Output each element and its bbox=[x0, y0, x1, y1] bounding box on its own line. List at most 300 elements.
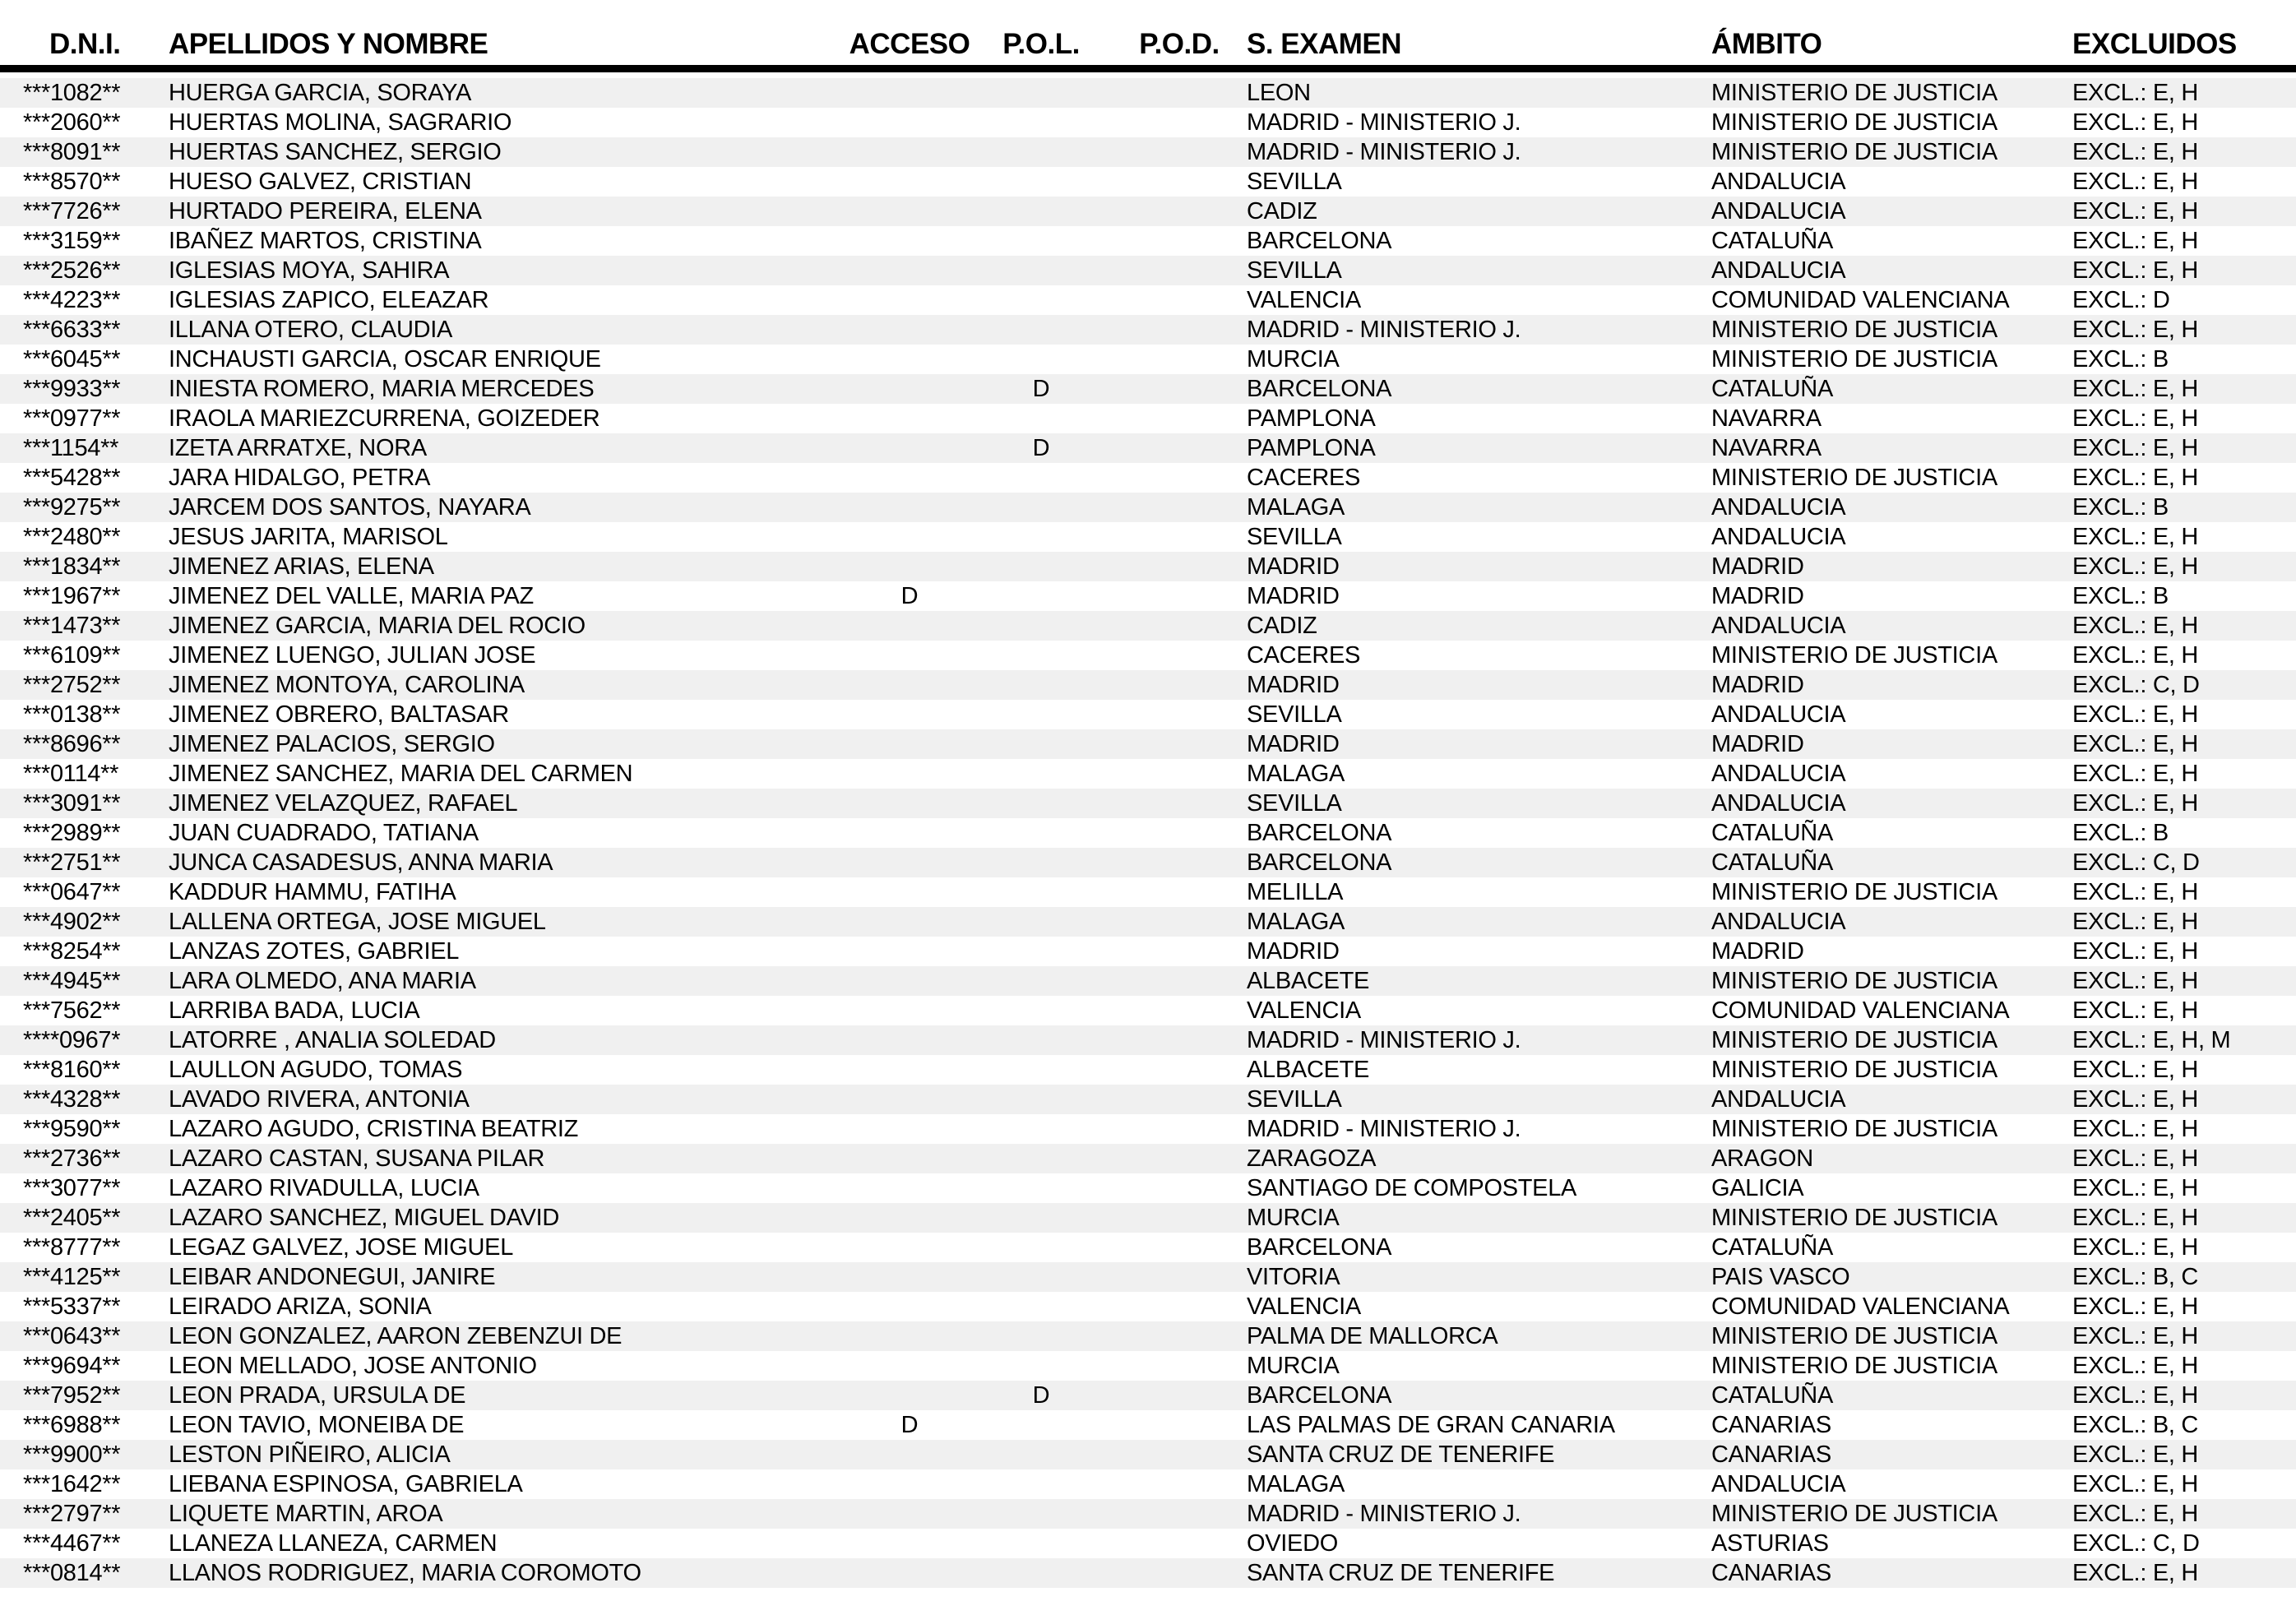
cell-dni: ***2989** bbox=[23, 820, 121, 846]
table-row bbox=[0, 1233, 2296, 1262]
cell-pol: D bbox=[1032, 376, 1050, 402]
cell-ambito: MINISTERIO DE JUSTICIA bbox=[1711, 1501, 1997, 1527]
cell-pod bbox=[1112, 108, 1247, 137]
cell-ambito: CATALUÑA bbox=[1711, 1382, 1833, 1409]
cell-pod bbox=[1112, 345, 1247, 374]
cell-pol bbox=[970, 700, 1112, 729]
cell-pod bbox=[1112, 463, 1247, 493]
table-row bbox=[0, 167, 2296, 197]
cell-pol bbox=[970, 1529, 1112, 1558]
cell-pod bbox=[1112, 522, 1247, 552]
cell-pod bbox=[1112, 552, 1247, 581]
cell-dni: ***2405** bbox=[23, 1205, 121, 1231]
cell-acceso bbox=[849, 1499, 970, 1529]
cell-examen: ALBACETE bbox=[1247, 968, 1370, 994]
cell-pol bbox=[970, 1321, 1112, 1351]
cell-acceso bbox=[849, 1233, 970, 1262]
cell-ambito: CATALUÑA bbox=[1711, 376, 1833, 402]
cell-excluidos: EXCL.: E, H bbox=[2072, 1353, 2199, 1379]
cell-pol bbox=[970, 1558, 1112, 1588]
cell-dni: ***6633** bbox=[23, 317, 121, 343]
cell-name: LLANOS RODRIGUEZ, MARIA COROMOTO bbox=[169, 1560, 641, 1586]
cell-dni: ***9900** bbox=[23, 1441, 121, 1468]
cell-pol bbox=[970, 877, 1112, 907]
cell-excluidos: EXCL.: E, H bbox=[2072, 1057, 2199, 1083]
cell-dni: ***2752** bbox=[23, 672, 121, 698]
table-row bbox=[0, 1055, 2296, 1085]
column-header-name: APELLIDOS Y NOMBRE bbox=[169, 28, 488, 60]
cell-ambito: GALICIA bbox=[1711, 1175, 1804, 1201]
cell-name: LEON GONZALEZ, AARON ZEBENZUI DE bbox=[169, 1323, 623, 1349]
cell-pol bbox=[970, 197, 1112, 226]
cell-pol bbox=[970, 345, 1112, 374]
table-row bbox=[0, 1292, 2296, 1321]
table-row bbox=[0, 463, 2296, 493]
cell-pod bbox=[1112, 493, 1247, 522]
cell-ambito: ANDALUCIA bbox=[1711, 761, 1846, 787]
cell-acceso bbox=[849, 1321, 970, 1351]
cell-examen: SEVILLA bbox=[1247, 701, 1342, 728]
cell-pol bbox=[970, 729, 1112, 759]
cell-pod bbox=[1112, 996, 1247, 1025]
table-row bbox=[0, 1025, 2296, 1055]
cell-pol bbox=[970, 108, 1112, 137]
cell-examen: SEVILLA bbox=[1247, 257, 1342, 284]
cell-acceso bbox=[849, 1144, 970, 1173]
cell-ambito: ANDALUCIA bbox=[1711, 198, 1846, 224]
cell-examen: VALENCIA bbox=[1247, 997, 1361, 1024]
cell-examen: MADRID bbox=[1247, 553, 1340, 580]
cell-pod bbox=[1112, 818, 1247, 848]
cell-excluidos: EXCL.: E, H bbox=[2072, 1145, 2199, 1172]
cell-examen: SEVILLA bbox=[1247, 169, 1342, 195]
cell-examen: SANTA CRUZ DE TENERIFE bbox=[1247, 1560, 1555, 1586]
cell-excluidos: EXCL.: B bbox=[2072, 346, 2169, 373]
column-header-acceso: ACCESO bbox=[849, 28, 970, 60]
cell-excluidos: EXCL.: E, H bbox=[2072, 317, 2199, 343]
cell-ambito: ANDALUCIA bbox=[1711, 909, 1846, 935]
cell-excluidos: EXCL.: E, H bbox=[2072, 1382, 2199, 1409]
cell-dni: ***0977** bbox=[23, 405, 121, 432]
cell-name: LEGAZ GALVEZ, JOSE MIGUEL bbox=[169, 1234, 514, 1261]
cell-pod bbox=[1112, 374, 1247, 404]
cell-dni: ***4945** bbox=[23, 968, 121, 994]
cell-name: KADDUR HAMMU, FATIHA bbox=[169, 879, 456, 905]
cell-excluidos: EXCL.: E, H bbox=[2072, 1501, 2199, 1527]
cell-examen: VALENCIA bbox=[1247, 1293, 1361, 1320]
cell-pol bbox=[970, 611, 1112, 641]
cell-pod bbox=[1112, 759, 1247, 789]
cell-acceso bbox=[849, 167, 970, 197]
cell-acceso: D bbox=[900, 583, 919, 609]
cell-ambito: COMUNIDAD VALENCIANA bbox=[1711, 1293, 2010, 1320]
cell-pod bbox=[1112, 1114, 1247, 1144]
column-header-ambito: ÁMBITO bbox=[1711, 28, 1822, 60]
cell-acceso bbox=[849, 937, 970, 966]
cell-examen: CACERES bbox=[1247, 642, 1361, 669]
cell-name: LAZARO AGUDO, CRISTINA BEATRIZ bbox=[169, 1116, 579, 1142]
cell-acceso bbox=[849, 700, 970, 729]
cell-pod bbox=[1112, 1055, 1247, 1085]
table-row bbox=[0, 1085, 2296, 1114]
cell-name: LEON TAVIO, MONEIBA DE bbox=[169, 1412, 465, 1438]
cell-name: IZETA ARRATXE, NORA bbox=[169, 435, 427, 461]
cell-ambito: MINISTERIO DE JUSTICIA bbox=[1711, 80, 1997, 106]
cell-ambito: ANDALUCIA bbox=[1711, 613, 1846, 639]
table-row bbox=[0, 1321, 2296, 1351]
cell-examen: MADRID - MINISTERIO J. bbox=[1247, 1116, 1521, 1142]
table-row bbox=[0, 315, 2296, 345]
cell-acceso bbox=[849, 1203, 970, 1233]
header-rule bbox=[0, 65, 2296, 72]
cell-dni: ***9590** bbox=[23, 1116, 121, 1142]
cell-ambito: MINISTERIO DE JUSTICIA bbox=[1711, 1116, 1997, 1142]
cell-excluidos: EXCL.: E, H bbox=[2072, 1205, 2199, 1231]
cell-dni: ***6045** bbox=[23, 346, 121, 373]
table-row bbox=[0, 1203, 2296, 1233]
cell-pod bbox=[1112, 1410, 1247, 1440]
cell-acceso bbox=[849, 78, 970, 108]
cell-ambito: NAVARRA bbox=[1711, 435, 1822, 461]
cell-pod bbox=[1112, 226, 1247, 256]
cell-dni: ***4902** bbox=[23, 909, 121, 935]
cell-acceso bbox=[849, 256, 970, 285]
cell-pol bbox=[970, 996, 1112, 1025]
cell-examen: CACERES bbox=[1247, 465, 1361, 491]
cell-acceso bbox=[849, 848, 970, 877]
cell-acceso bbox=[849, 315, 970, 345]
cell-examen: SANTA CRUZ DE TENERIFE bbox=[1247, 1441, 1555, 1468]
table-row bbox=[0, 996, 2296, 1025]
cell-pol bbox=[970, 1173, 1112, 1203]
table-row bbox=[0, 700, 2296, 729]
cell-pod bbox=[1112, 581, 1247, 611]
cell-examen: BARCELONA bbox=[1247, 228, 1392, 254]
cell-dni: ***8160** bbox=[23, 1057, 121, 1083]
cell-name: LAZARO CASTAN, SUSANA PILAR bbox=[169, 1145, 545, 1172]
cell-name: LANZAS ZOTES, GABRIEL bbox=[169, 938, 460, 965]
cell-name: INIESTA ROMERO, MARIA MERCEDES bbox=[169, 376, 595, 402]
table-row bbox=[0, 1262, 2296, 1292]
table-row bbox=[0, 493, 2296, 522]
cell-name: INCHAUSTI GARCIA, OSCAR ENRIQUE bbox=[169, 346, 601, 373]
cell-pol bbox=[970, 78, 1112, 108]
cell-dni: ***8091** bbox=[23, 139, 121, 165]
cell-pod bbox=[1112, 1173, 1247, 1203]
cell-pod bbox=[1112, 167, 1247, 197]
cell-name: JUNCA CASADESUS, ANNA MARIA bbox=[169, 849, 553, 876]
cell-pol bbox=[970, 759, 1112, 789]
cell-ambito: COMUNIDAD VALENCIANA bbox=[1711, 287, 2010, 313]
cell-excluidos: EXCL.: E, H bbox=[2072, 109, 2199, 136]
cell-acceso bbox=[849, 789, 970, 818]
cell-excluidos: EXCL.: E, H bbox=[2072, 879, 2199, 905]
cell-ambito: ANDALUCIA bbox=[1711, 701, 1846, 728]
table-row bbox=[0, 226, 2296, 256]
cell-pod bbox=[1112, 78, 1247, 108]
table-row bbox=[0, 641, 2296, 670]
cell-pol bbox=[970, 937, 1112, 966]
cell-name: LEON PRADA, URSULA DE bbox=[169, 1382, 466, 1409]
cell-pod bbox=[1112, 1262, 1247, 1292]
cell-examen: MADRID bbox=[1247, 672, 1340, 698]
cell-examen: MURCIA bbox=[1247, 346, 1340, 373]
cell-dni: ***4125** bbox=[23, 1264, 121, 1290]
table-row bbox=[0, 256, 2296, 285]
cell-pod bbox=[1112, 789, 1247, 818]
cell-examen: ZARAGOZA bbox=[1247, 1145, 1377, 1172]
cell-name: ILLANA OTERO, CLAUDIA bbox=[169, 317, 453, 343]
cell-name: IRAOLA MARIEZCURRENA, GOIZEDER bbox=[169, 405, 600, 432]
cell-name: JIMENEZ ARIAS, ELENA bbox=[169, 553, 434, 580]
cell-name: JIMENEZ SANCHEZ, MARIA DEL CARMEN bbox=[169, 761, 633, 787]
cell-excluidos: EXCL.: E, H bbox=[2072, 761, 2199, 787]
table-row bbox=[0, 1114, 2296, 1144]
cell-excluidos: EXCL.: E, H bbox=[2072, 435, 2199, 461]
cell-acceso bbox=[849, 1440, 970, 1469]
cell-acceso bbox=[849, 1055, 970, 1085]
cell-name: JESUS JARITA, MARISOL bbox=[169, 524, 448, 550]
cell-acceso bbox=[849, 1351, 970, 1381]
cell-dni: ****0967* bbox=[23, 1027, 121, 1053]
cell-pod bbox=[1112, 966, 1247, 996]
cell-ambito: MINISTERIO DE JUSTICIA bbox=[1711, 968, 1997, 994]
cell-excluidos: EXCL.: E, H bbox=[2072, 80, 2199, 106]
cell-pod bbox=[1112, 611, 1247, 641]
cell-pol bbox=[970, 1114, 1112, 1144]
cell-pod bbox=[1112, 1381, 1247, 1410]
cell-name: JIMENEZ LUENGO, JULIAN JOSE bbox=[169, 642, 536, 669]
cell-acceso bbox=[849, 818, 970, 848]
cell-excluidos: EXCL.: E, H bbox=[2072, 701, 2199, 728]
cell-examen: MADRID - MINISTERIO J. bbox=[1247, 109, 1521, 136]
cell-excluidos: EXCL.: E, H bbox=[2072, 613, 2199, 639]
cell-ambito: MINISTERIO DE JUSTICIA bbox=[1711, 879, 1997, 905]
cell-excluidos: EXCL.: B bbox=[2072, 494, 2169, 521]
cell-dni: ***1834** bbox=[23, 553, 121, 580]
cell-pol bbox=[970, 1469, 1112, 1499]
cell-acceso bbox=[849, 463, 970, 493]
table-row bbox=[0, 611, 2296, 641]
cell-dni: ***2797** bbox=[23, 1501, 121, 1527]
cell-pol bbox=[970, 1085, 1112, 1114]
cell-dni: ***0114** bbox=[23, 761, 119, 787]
cell-ambito: CATALUÑA bbox=[1711, 849, 1833, 876]
cell-pol bbox=[970, 226, 1112, 256]
cell-dni: ***1642** bbox=[23, 1471, 121, 1497]
cell-dni: ***2736** bbox=[23, 1145, 121, 1172]
column-header-pod: P.O.D. bbox=[1139, 28, 1220, 60]
cell-examen: MADRID - MINISTERIO J. bbox=[1247, 317, 1521, 343]
cell-acceso bbox=[849, 1262, 970, 1292]
table-row bbox=[0, 404, 2296, 433]
table-row bbox=[0, 78, 2296, 108]
cell-examen: BARCELONA bbox=[1247, 849, 1392, 876]
cell-acceso bbox=[849, 1025, 970, 1055]
cell-name: HUESO GALVEZ, CRISTIAN bbox=[169, 169, 472, 195]
cell-examen: MADRID bbox=[1247, 731, 1340, 757]
cell-pol bbox=[970, 581, 1112, 611]
cell-examen: MADRID bbox=[1247, 583, 1340, 609]
cell-dni: ***1082** bbox=[23, 80, 121, 106]
cell-pol bbox=[970, 1055, 1112, 1085]
cell-acceso bbox=[849, 1381, 970, 1410]
cell-acceso bbox=[849, 374, 970, 404]
cell-ambito: ANDALUCIA bbox=[1711, 1086, 1846, 1113]
table-row bbox=[0, 966, 2296, 996]
cell-excluidos: EXCL.: E, H bbox=[2072, 524, 2199, 550]
cell-name: IGLESIAS ZAPICO, ELEAZAR bbox=[169, 287, 489, 313]
cell-excluidos: EXCL.: B, C bbox=[2072, 1412, 2199, 1438]
cell-name: LARA OLMEDO, ANA MARIA bbox=[169, 968, 476, 994]
cell-ambito: ARAGON bbox=[1711, 1145, 1813, 1172]
cell-ambito: MADRID bbox=[1711, 553, 1804, 580]
cell-acceso bbox=[849, 641, 970, 670]
cell-ambito: MADRID bbox=[1711, 672, 1804, 698]
cell-dni: ***1154** bbox=[23, 435, 119, 461]
cell-acceso bbox=[849, 552, 970, 581]
cell-name: JIMENEZ GARCIA, MARIA DEL ROCIO bbox=[169, 613, 586, 639]
cell-acceso bbox=[849, 108, 970, 137]
table-row bbox=[0, 581, 2296, 611]
cell-excluidos: EXCL.: E, H bbox=[2072, 1116, 2199, 1142]
cell-pod bbox=[1112, 1025, 1247, 1055]
cell-pol bbox=[970, 1410, 1112, 1440]
table-row bbox=[0, 818, 2296, 848]
cell-name: JARCEM DOS SANTOS, NAYARA bbox=[169, 494, 531, 521]
cell-ambito: ANDALUCIA bbox=[1711, 524, 1846, 550]
cell-examen: MURCIA bbox=[1247, 1205, 1340, 1231]
cell-excluidos: EXCL.: E, H bbox=[2072, 169, 2199, 195]
cell-ambito: MINISTERIO DE JUSTICIA bbox=[1711, 642, 1997, 669]
cell-pol bbox=[970, 552, 1112, 581]
cell-pod bbox=[1112, 729, 1247, 759]
cell-dni: ***6988** bbox=[23, 1412, 121, 1438]
cell-excluidos: EXCL.: E, H bbox=[2072, 139, 2199, 165]
cell-pol bbox=[970, 641, 1112, 670]
cell-examen: MADRID - MINISTERIO J. bbox=[1247, 1501, 1521, 1527]
cell-excluidos: EXCL.: E, H bbox=[2072, 465, 2199, 491]
cell-pol bbox=[970, 404, 1112, 433]
cell-examen: MADRID bbox=[1247, 938, 1340, 965]
cell-pod bbox=[1112, 285, 1247, 315]
cell-ambito: ANDALUCIA bbox=[1711, 494, 1846, 521]
cell-pod bbox=[1112, 907, 1247, 937]
cell-name: LEIRADO ARIZA, SONIA bbox=[169, 1293, 432, 1320]
cell-ambito: ANDALUCIA bbox=[1711, 1471, 1846, 1497]
cell-acceso bbox=[849, 226, 970, 256]
cell-pod bbox=[1112, 700, 1247, 729]
cell-examen: LEON bbox=[1247, 80, 1311, 106]
cell-ambito: CATALUÑA bbox=[1711, 228, 1833, 254]
cell-excluidos: EXCL.: E, H bbox=[2072, 198, 2199, 224]
cell-dni: ***9933** bbox=[23, 376, 121, 402]
cell-dni: ***8696** bbox=[23, 731, 121, 757]
cell-pod bbox=[1112, 1469, 1247, 1499]
column-header-examen: S. EXAMEN bbox=[1247, 28, 1402, 60]
cell-pol bbox=[970, 1292, 1112, 1321]
cell-dni: ***0814** bbox=[23, 1560, 121, 1586]
cell-pol bbox=[970, 167, 1112, 197]
cell-pod bbox=[1112, 404, 1247, 433]
cell-acceso bbox=[849, 137, 970, 167]
cell-acceso bbox=[849, 877, 970, 907]
cell-dni: ***7952** bbox=[23, 1382, 121, 1409]
cell-excluidos: EXCL.: E, H bbox=[2072, 731, 2199, 757]
cell-excluidos: EXCL.: C, D bbox=[2072, 1530, 2200, 1557]
cell-excluidos: EXCL.: E, H bbox=[2072, 1293, 2199, 1320]
cell-examen: LAS PALMAS DE GRAN CANARIA bbox=[1247, 1412, 1615, 1438]
cell-excluidos: EXCL.: C, D bbox=[2072, 672, 2200, 698]
cell-pod bbox=[1112, 1351, 1247, 1381]
cell-ambito: COMUNIDAD VALENCIANA bbox=[1711, 997, 2010, 1024]
cell-excluidos: EXCL.: E, H bbox=[2072, 642, 2199, 669]
cell-pol bbox=[970, 670, 1112, 700]
cell-ambito: CATALUÑA bbox=[1711, 1234, 1833, 1261]
cell-pol bbox=[970, 1025, 1112, 1055]
table-row bbox=[0, 522, 2296, 552]
cell-excluidos: EXCL.: E, H bbox=[2072, 405, 2199, 432]
cell-name: LAZARO SANCHEZ, MIGUEL DAVID bbox=[169, 1205, 560, 1231]
table-row bbox=[0, 789, 2296, 818]
cell-examen: MALAGA bbox=[1247, 494, 1345, 521]
cell-ambito: MINISTERIO DE JUSTICIA bbox=[1711, 139, 1997, 165]
cell-excluidos: EXCL.: E, H bbox=[2072, 909, 2199, 935]
cell-examen: CADIZ bbox=[1247, 613, 1317, 639]
table-row bbox=[0, 670, 2296, 700]
cell-acceso bbox=[849, 285, 970, 315]
cell-pol: D bbox=[1032, 1382, 1050, 1409]
table-row bbox=[0, 937, 2296, 966]
cell-pol bbox=[970, 1262, 1112, 1292]
cell-examen: MURCIA bbox=[1247, 1353, 1340, 1379]
cell-pol bbox=[970, 315, 1112, 345]
cell-dni: ***2480** bbox=[23, 524, 121, 550]
cell-pod bbox=[1112, 433, 1247, 463]
cell-dni: ***4467** bbox=[23, 1530, 121, 1557]
cell-ambito: CANARIAS bbox=[1711, 1412, 1831, 1438]
cell-pol bbox=[970, 285, 1112, 315]
cell-excluidos: EXCL.: E, H bbox=[2072, 553, 2199, 580]
table-row bbox=[0, 848, 2296, 877]
table-row bbox=[0, 1529, 2296, 1558]
cell-dni: ***0138** bbox=[23, 701, 121, 728]
cell-dni: ***7562** bbox=[23, 997, 121, 1024]
cell-pol bbox=[970, 1440, 1112, 1469]
cell-acceso bbox=[849, 907, 970, 937]
cell-excluidos: EXCL.: D bbox=[2072, 287, 2170, 313]
cell-dni: ***4223** bbox=[23, 287, 121, 313]
cell-dni: ***0647** bbox=[23, 879, 121, 905]
cell-pod bbox=[1112, 1499, 1247, 1529]
cell-ambito: MINISTERIO DE JUSTICIA bbox=[1711, 1027, 1997, 1053]
cell-pol bbox=[970, 1203, 1112, 1233]
cell-name: JUAN CUADRADO, TATIANA bbox=[169, 820, 479, 846]
cell-pod bbox=[1112, 197, 1247, 226]
cell-examen: MALAGA bbox=[1247, 909, 1345, 935]
cell-acceso bbox=[849, 729, 970, 759]
cell-pol bbox=[970, 137, 1112, 167]
table-header-row bbox=[0, 0, 2296, 65]
cell-ambito: MADRID bbox=[1711, 938, 1804, 965]
cell-name: JIMENEZ DEL VALLE, MARIA PAZ bbox=[169, 583, 534, 609]
cell-excluidos: EXCL.: E, H bbox=[2072, 1471, 2199, 1497]
cell-excluidos: EXCL.: C, D bbox=[2072, 849, 2200, 876]
cell-dni: ***3159** bbox=[23, 228, 121, 254]
cell-ambito: ANDALUCIA bbox=[1711, 790, 1846, 817]
cell-pol bbox=[970, 1351, 1112, 1381]
cell-acceso bbox=[849, 996, 970, 1025]
